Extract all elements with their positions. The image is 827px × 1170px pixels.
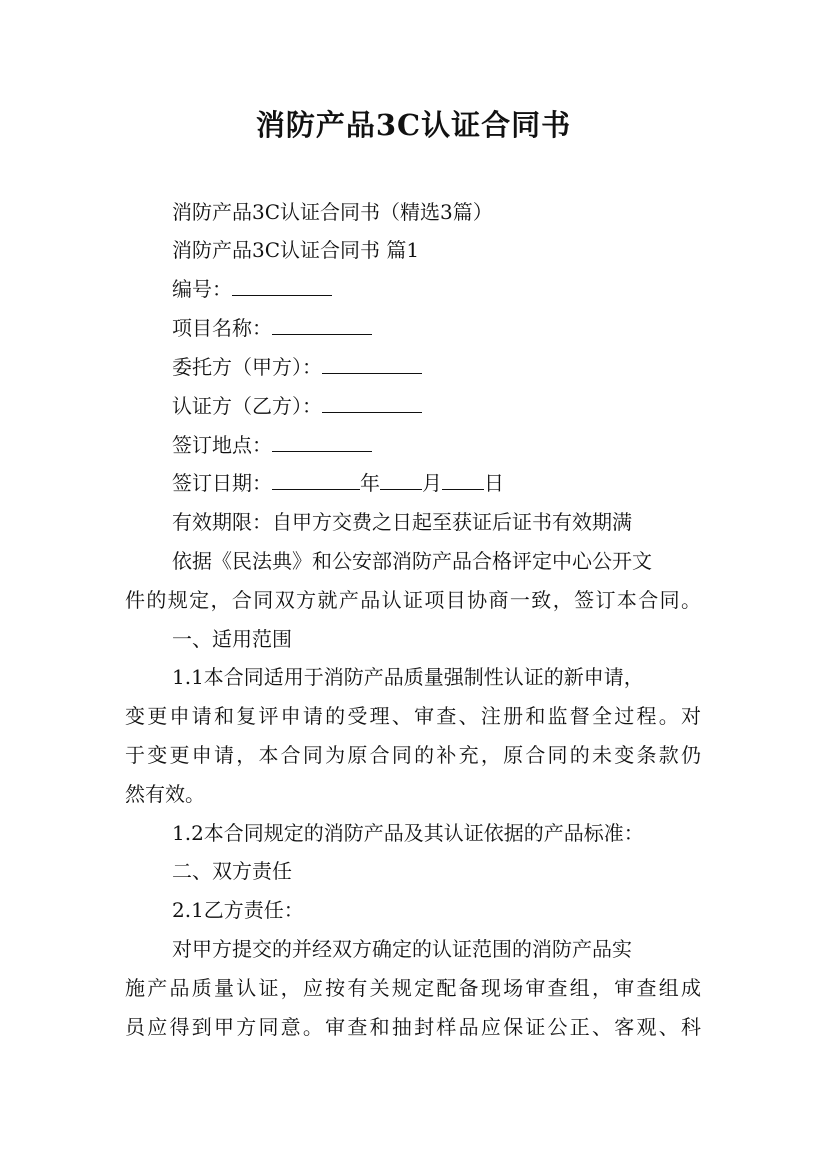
project-name-blank bbox=[272, 316, 372, 335]
clause-2-1: 2.1乙方责任： bbox=[172, 898, 304, 922]
project-name-field bbox=[172, 315, 372, 341]
clause-1-1-line-3: 于变更申请，本合同为原合同的补充，原合同的未变条款仍 bbox=[125, 743, 701, 767]
project-name-label: 项目名称： bbox=[172, 316, 272, 340]
day-blank bbox=[442, 471, 484, 490]
validity-line: 有效期限：自甲方交费之日起至获证后证书有效期满 bbox=[172, 510, 632, 534]
number-label: 编号： bbox=[172, 277, 232, 301]
document-title: 消防产品3C认证合同书 bbox=[255, 108, 572, 142]
paragraph-line-2: 施产品质量认证，应按有关规定配备现场审查组，审查组成 bbox=[125, 976, 701, 1000]
client-blank bbox=[322, 355, 422, 374]
number-blank bbox=[232, 277, 332, 296]
clause-1-1-line-4: 然有效。 bbox=[125, 782, 205, 806]
month-blank bbox=[380, 471, 422, 490]
signing-date-field bbox=[172, 470, 504, 496]
preamble-line-1: 依据《民法典》和公安部消防产品合格评定中心公开文 bbox=[172, 549, 652, 573]
preamble-line-2: 件的规定，合同双方就产品认证项目协商一致，签订本合同。 bbox=[125, 588, 701, 612]
certifier-blank bbox=[322, 394, 422, 413]
section-heading: 消防产品3C认证合同书 篇1 bbox=[172, 238, 420, 262]
section-1-heading: 一、适用范围 bbox=[172, 627, 292, 651]
year-label: 年 bbox=[360, 471, 380, 495]
client-label: 委托方（甲方）： bbox=[172, 355, 322, 379]
clause-1-2: 1.2本合同规定的消防产品及其认证依据的产品标准： bbox=[172, 821, 644, 845]
certifier-field bbox=[172, 393, 422, 419]
month-label: 月 bbox=[422, 471, 442, 495]
clause-1-1-line-1: 1.1本合同适用于消防产品质量强制性认证的新申请， bbox=[172, 665, 644, 689]
signing-place-label: 签订地点： bbox=[172, 433, 272, 457]
section-2-heading: 二、双方责任 bbox=[172, 859, 292, 883]
paragraph-line-1: 对甲方提交的并经双方确定的认证范围的消防产品实 bbox=[172, 937, 632, 961]
signing-place-blank bbox=[272, 433, 372, 452]
clause-1-1-line-2: 变更申请和复评申请的受理、审查、注册和监督全过程。对 bbox=[125, 704, 701, 728]
number-field bbox=[172, 276, 332, 302]
signing-place-field bbox=[172, 432, 372, 458]
year-blank bbox=[272, 471, 360, 490]
certifier-label: 认证方（乙方）： bbox=[172, 394, 322, 418]
document-subtitle: 消防产品3C认证合同书（精选3篇） bbox=[172, 200, 493, 224]
paragraph-line-3: 员应得到甲方同意。审查和抽封样品应保证公正、客观、科 bbox=[125, 1015, 701, 1039]
signing-date-label: 签订日期： bbox=[172, 471, 272, 495]
client-field bbox=[172, 354, 422, 380]
day-label: 日 bbox=[484, 471, 504, 495]
